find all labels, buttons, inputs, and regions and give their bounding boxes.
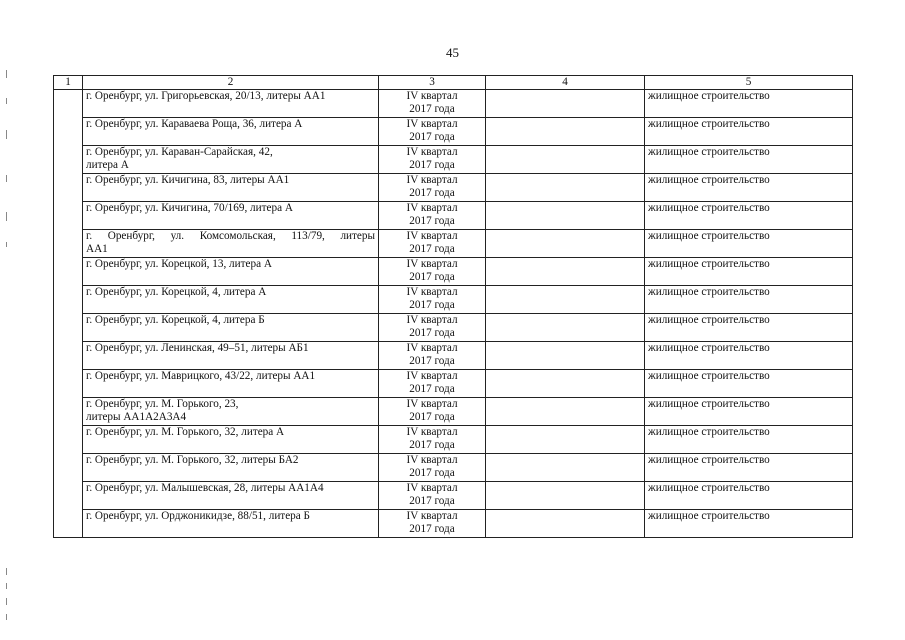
row-number-cell	[54, 90, 83, 538]
period-line: 2017 года	[409, 355, 455, 367]
period-line: IV квартал	[406, 118, 458, 130]
column-4-cell	[486, 230, 645, 258]
period-line: IV квартал	[406, 90, 458, 102]
address-cell	[83, 398, 379, 426]
period-cell	[379, 286, 486, 314]
table-row	[54, 202, 853, 230]
table-row	[54, 314, 853, 342]
column-4-cell	[486, 426, 645, 454]
table-row	[54, 454, 853, 482]
period-line: IV квартал	[406, 426, 458, 438]
address-line: г. Оренбург, ул. Корецкой, 4, литера А	[86, 286, 267, 298]
table-row	[54, 230, 853, 258]
period-line: 2017 года	[409, 271, 455, 283]
address-cell	[83, 426, 379, 454]
address-line: г. Оренбург, ул. Малышевская, 28, литеры АА1А4	[86, 482, 324, 494]
address-cell	[83, 230, 379, 258]
period-line: 2017 года	[409, 243, 455, 255]
purpose-cell: жилищное строительство	[645, 426, 853, 454]
period-line: IV квартал	[406, 510, 458, 522]
address-cell	[83, 510, 379, 538]
objects-table	[53, 75, 853, 538]
period-line: 2017 года	[409, 299, 455, 311]
purpose-cell: жилищное строительство	[645, 342, 853, 370]
period-cell	[379, 174, 486, 202]
table-row	[54, 398, 853, 426]
period-cell	[379, 230, 486, 258]
period-cell	[379, 258, 486, 286]
table-row	[54, 426, 853, 454]
purpose-cell: жилищное строительство	[645, 202, 853, 230]
address-cell	[83, 202, 379, 230]
header-cell-1: 1	[54, 76, 83, 90]
period-line: 2017 года	[409, 187, 455, 199]
period-line: 2017 года	[409, 467, 455, 479]
table-row	[54, 286, 853, 314]
column-4-cell	[486, 510, 645, 538]
period-line: 2017 года	[409, 215, 455, 227]
period-line: IV квартал	[406, 230, 458, 242]
period-line: IV квартал	[406, 202, 458, 214]
header-cell-5: 5	[645, 76, 853, 90]
table-row	[54, 118, 853, 146]
period-cell	[379, 146, 486, 174]
address-line: г. Оренбург, ул. М. Горького, 23,	[86, 398, 239, 410]
address-line: г. Оренбург, ул. Караваева Роща, 36, литера А	[86, 118, 303, 130]
address-cell	[83, 482, 379, 510]
period-line: 2017 года	[409, 439, 455, 451]
period-line: IV квартал	[406, 258, 458, 270]
period-line: IV квартал	[406, 454, 458, 466]
purpose-cell: жилищное строительство	[645, 258, 853, 286]
address-cell	[83, 314, 379, 342]
address-line: г. Оренбург, ул. Комсомольская, 113/79, литеры	[86, 230, 375, 242]
address-line: литера А	[86, 159, 129, 171]
address-line: АА1	[86, 243, 108, 255]
address-line: г. Оренбург, ул. М. Горького, 32, литера А	[86, 426, 285, 438]
table-row	[54, 510, 853, 538]
column-4-cell	[486, 286, 645, 314]
address-line: г. Оренбург, ул. Корецкой, 13, литера А	[86, 258, 272, 270]
period-cell	[379, 342, 486, 370]
address-cell	[83, 258, 379, 286]
address-cell	[83, 90, 379, 118]
period-cell	[379, 482, 486, 510]
purpose-cell: жилищное строительство	[645, 398, 853, 426]
period-cell	[379, 510, 486, 538]
purpose-cell: жилищное строительство	[645, 314, 853, 342]
period-line: 2017 года	[409, 103, 455, 115]
header-cell-4: 4	[486, 76, 645, 90]
column-4-cell	[486, 118, 645, 146]
table-row	[54, 174, 853, 202]
column-4-cell	[486, 342, 645, 370]
column-4-cell	[486, 258, 645, 286]
purpose-cell: жилищное строительство	[645, 118, 853, 146]
table-row	[54, 258, 853, 286]
address-cell	[83, 146, 379, 174]
column-4-cell	[486, 174, 645, 202]
purpose-cell: жилищное строительство	[645, 454, 853, 482]
purpose-cell: жилищное строительство	[645, 146, 853, 174]
purpose-cell: жилищное строительство	[645, 482, 853, 510]
address-cell	[83, 454, 379, 482]
period-cell	[379, 202, 486, 230]
address-line: г. Оренбург, ул. Корецкой, 4, литера Б	[86, 314, 265, 326]
address-cell	[83, 174, 379, 202]
address-cell	[83, 370, 379, 398]
period-line: IV квартал	[406, 398, 458, 410]
table-row	[54, 90, 853, 118]
period-line: IV квартал	[406, 314, 458, 326]
table-row	[54, 342, 853, 370]
purpose-cell: жилищное строительство	[645, 370, 853, 398]
address-line: г. Оренбург, ул. Ленинская, 49–51, литеры АБ1	[86, 342, 309, 354]
column-4-cell	[486, 398, 645, 426]
address-cell	[83, 118, 379, 146]
period-line: 2017 года	[409, 159, 455, 171]
address-line: г. Оренбург, ул. М. Горького, 32, литеры БА2	[86, 454, 299, 466]
column-4-cell	[486, 90, 645, 118]
period-cell	[379, 90, 486, 118]
period-line: IV квартал	[406, 146, 458, 158]
address-line: г. Оренбург, ул. Караван-Сарайская, 42,	[86, 146, 273, 158]
column-4-cell	[486, 370, 645, 398]
table-row	[54, 146, 853, 174]
period-line: IV квартал	[406, 286, 458, 298]
table-row	[54, 482, 853, 510]
period-line: 2017 года	[409, 411, 455, 423]
period-line: IV квартал	[406, 482, 458, 494]
column-4-cell	[486, 454, 645, 482]
column-4-cell	[486, 202, 645, 230]
address-line: литеры АА1А2А3А4	[86, 411, 187, 423]
period-cell	[379, 426, 486, 454]
header-cell-2: 2	[83, 76, 379, 90]
purpose-cell: жилищное строительство	[645, 286, 853, 314]
column-4-cell	[486, 146, 645, 174]
period-line: 2017 года	[409, 131, 455, 143]
address-cell	[83, 342, 379, 370]
period-cell	[379, 454, 486, 482]
purpose-cell: жилищное строительство	[645, 510, 853, 538]
address-line: г. Оренбург, ул. Кичигина, 70/169, литера А	[86, 202, 293, 214]
table-row	[54, 370, 853, 398]
period-line: IV квартал	[406, 370, 458, 382]
address-line: г. Оренбург, ул. Орджоникидзе, 88/51, литера Б	[86, 510, 310, 522]
period-line: 2017 года	[409, 495, 455, 507]
period-line: IV квартал	[406, 342, 458, 354]
header-cell-3: 3	[379, 76, 486, 90]
page-number: 45	[446, 45, 459, 60]
period-line: IV квартал	[406, 174, 458, 186]
period-cell	[379, 398, 486, 426]
purpose-cell: жилищное строительство	[645, 230, 853, 258]
period-cell	[379, 314, 486, 342]
period-line: 2017 года	[409, 327, 455, 339]
purpose-cell: жилищное строительство	[645, 174, 853, 202]
column-4-cell	[486, 482, 645, 510]
period-line: 2017 года	[409, 383, 455, 395]
address-cell	[83, 286, 379, 314]
table-header-row	[54, 76, 853, 90]
column-4-cell	[486, 314, 645, 342]
address-line: г. Оренбург, ул. Маврицкого, 43/22, литеры АА1	[86, 370, 316, 382]
scan-edge-marks	[6, 0, 9, 640]
address-line: г. Оренбург, ул. Григорьевская, 20/13, литеры АА1	[86, 90, 326, 102]
purpose-cell: жилищное строительство	[645, 90, 853, 118]
objects-table-body	[54, 76, 853, 538]
period-cell	[379, 370, 486, 398]
period-cell	[379, 118, 486, 146]
period-line: 2017 года	[409, 523, 455, 535]
address-line: г. Оренбург, ул. Кичигина, 83, литеры АА1	[86, 174, 290, 186]
